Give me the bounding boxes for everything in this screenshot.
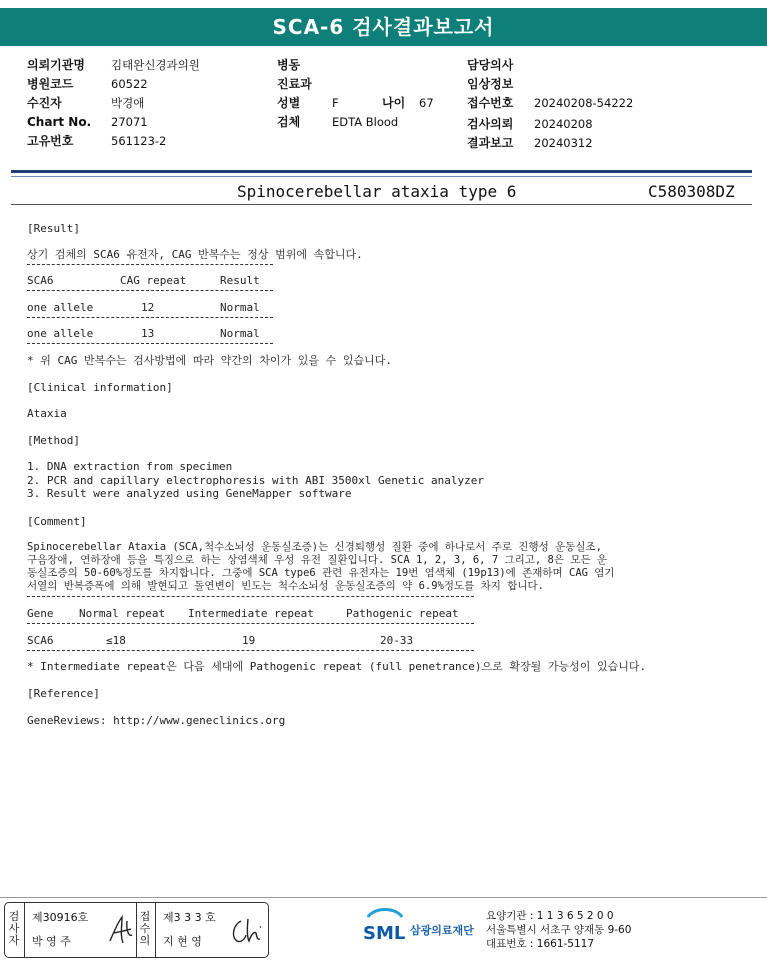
result-summary: 상기 검체의 SCA6 유전자, CAG 반복수는 정상 범위에 속합니다. <box>27 248 363 261</box>
value-institution: 김태완신경과의원 <box>111 58 200 72</box>
comment-line: 동실조증의 50-60%정도를 차지합니다. 그중에 SCA type6 관련 유전자는 19번 염색체 (19p13)에 존재하며 CAG 염기 <box>27 567 615 579</box>
label-sex: 성별 <box>277 96 301 110</box>
result-row-repeat: 12 <box>141 301 155 314</box>
repeat-row-normal: ≤18 <box>106 634 126 647</box>
result-row-result: Normal <box>220 327 260 340</box>
label-unique-no: 고유번호 <box>27 134 74 148</box>
result-row-repeat: 13 <box>141 327 155 340</box>
tester-signature <box>107 913 133 949</box>
divider-test <box>11 204 752 205</box>
header-col3 <box>467 56 633 153</box>
stamp-divider <box>136 903 137 957</box>
value-chart-no: 27071 <box>111 115 148 129</box>
footer-divider <box>0 897 767 898</box>
repeat-header-pathogenic: Pathogenic repeat <box>346 607 459 620</box>
confirmer-name: 지 현 영 <box>163 935 202 948</box>
method-line: 1. DNA extraction from specimen <box>27 460 233 473</box>
header-col1 <box>27 56 200 151</box>
label-report-date: 결과보고 <box>467 136 514 150</box>
method-line: 3. Result were analyzed using GeneMapper software <box>27 487 352 500</box>
label-ward: 병동 <box>277 58 301 72</box>
confirmer-label: 접수의 <box>139 910 151 947</box>
header-col2 <box>277 56 434 132</box>
comment-line: Spinocerebellar Ataxia (SCA,척수소뇌성 운동실조증)는 신경퇴행성 질환 중에 하나로서 주로 진행성 운동실조, <box>27 541 602 553</box>
label-receipt-no: 접수번호 <box>467 96 514 110</box>
label-patient: 수진자 <box>27 96 62 110</box>
table-rule <box>27 317 273 318</box>
reference-text: GeneReviews: http://www.geneclinics.org <box>27 714 286 727</box>
label-institution: 의뢰기관명 <box>27 58 85 72</box>
report-title: SCA-6 검사결과보고서 <box>0 8 767 46</box>
table-rule <box>27 290 273 291</box>
value-sex: F <box>332 96 339 110</box>
tester-name: 박 영 주 <box>32 935 71 948</box>
divider-thin <box>11 176 752 177</box>
test-code: C580308DZ <box>648 182 735 201</box>
confirmer-signature <box>227 915 265 947</box>
label-doctor: 담당의사 <box>467 58 514 72</box>
logo-text: SML <box>363 923 406 944</box>
label-clinical-info: 임상정보 <box>467 77 514 91</box>
clinical-text: Ataxia <box>27 407 67 420</box>
value-hospital-code: 60522 <box>111 77 148 91</box>
repeat-row-gene: SCA6 <box>27 634 54 647</box>
signature-box <box>4 902 269 958</box>
method-heading: [Method] <box>27 434 80 447</box>
label-request-date: 검사의뢰 <box>467 117 514 131</box>
result-header-result: Result <box>220 274 260 287</box>
result-row-allele: one allele <box>27 327 94 340</box>
repeat-header-intermediate: Intermediate repeat <box>188 607 314 620</box>
clinical-heading: [Clinical information] <box>27 381 173 394</box>
table-rule <box>27 650 474 651</box>
value-specimen: EDTA Blood <box>332 115 399 129</box>
result-row-result: Normal <box>220 301 260 314</box>
repeat-header-normal: Normal repeat <box>79 607 166 620</box>
value-unique-no: 561123-2 <box>111 134 167 148</box>
repeat-header-gene: Gene <box>27 607 54 620</box>
result-header-repeat: CAG repeat <box>120 274 187 287</box>
repeat-row-pathogenic: 20-33 <box>380 634 414 647</box>
repeat-row-intermediate: 19 <box>242 634 256 647</box>
comment-line: 구음장애, 연하장애 등을 특징으로 하는 상염색체 우성 유전 질환입니다. SCA 1, 2, 3, 6, 7 그리고, 8은 모든 운 <box>27 554 608 566</box>
info-line: 요양기관 : 1 1 3 6 5 2 0 0 <box>486 910 614 922</box>
table-rule <box>27 343 273 344</box>
info-line: 서울특별시 서초구 양재동 9-60 <box>486 924 632 936</box>
result-header-gene: SCA6 <box>27 274 54 287</box>
method-line: 2. PCR and capillary electrophoresis with ABI 3500xl Genetic analyzer <box>27 474 484 487</box>
organization-info <box>486 909 631 951</box>
tester-license-no: 제30916호 <box>32 911 89 924</box>
result-note: * 위 CAG 반복수는 검사방법에 따라 약간의 차이가 있을 수 있습니다. <box>27 354 392 367</box>
table-rule <box>27 264 273 265</box>
result-row-allele: one allele <box>27 301 94 314</box>
label-specimen: 검체 <box>277 115 301 129</box>
comment-line: 서열의 반복증폭에 의해 발현되고 돌연변이 빈도는 척수소뇌성 운동실조증의 약 6.9%정도를 차지 합니다. <box>27 580 545 592</box>
label-chart-no: Chart No. <box>27 115 92 129</box>
value-patient: 박경애 <box>111 96 145 110</box>
stamp-divider <box>24 903 25 957</box>
stamp-divider <box>155 903 156 957</box>
confirmer-license-no: 제3 3 3 호 <box>163 911 216 924</box>
label-age: 나이 <box>382 96 406 110</box>
divider-thick <box>11 170 752 173</box>
test-name: Spinocerebellar ataxia type 6 <box>237 182 517 201</box>
result-heading: [Result] <box>27 222 80 235</box>
value-receipt-no: 20240208-54222 <box>534 96 634 110</box>
value-age: 67 <box>419 96 434 110</box>
table-rule <box>27 623 474 624</box>
label-hospital-code: 병원코드 <box>27 77 74 91</box>
organization-name: 삼광의료재단 <box>410 924 474 937</box>
label-department: 진료과 <box>277 77 312 91</box>
value-request-date: 20240208 <box>534 117 593 131</box>
value-report-date: 20240312 <box>534 136 593 150</box>
tester-label: 검사자 <box>8 910 20 947</box>
comment-heading: [Comment] <box>27 515 87 528</box>
repeat-note: * Intermediate repeat은 다음 세대에 Pathogenic repeat (full penetrance)으로 확장될 가능성이 있습니다. <box>27 660 647 673</box>
sml-logo <box>362 906 408 948</box>
table-rule <box>27 596 474 597</box>
info-line: 대표번호 : 1661-5117 <box>486 938 595 950</box>
reference-heading: [Reference] <box>27 687 100 700</box>
